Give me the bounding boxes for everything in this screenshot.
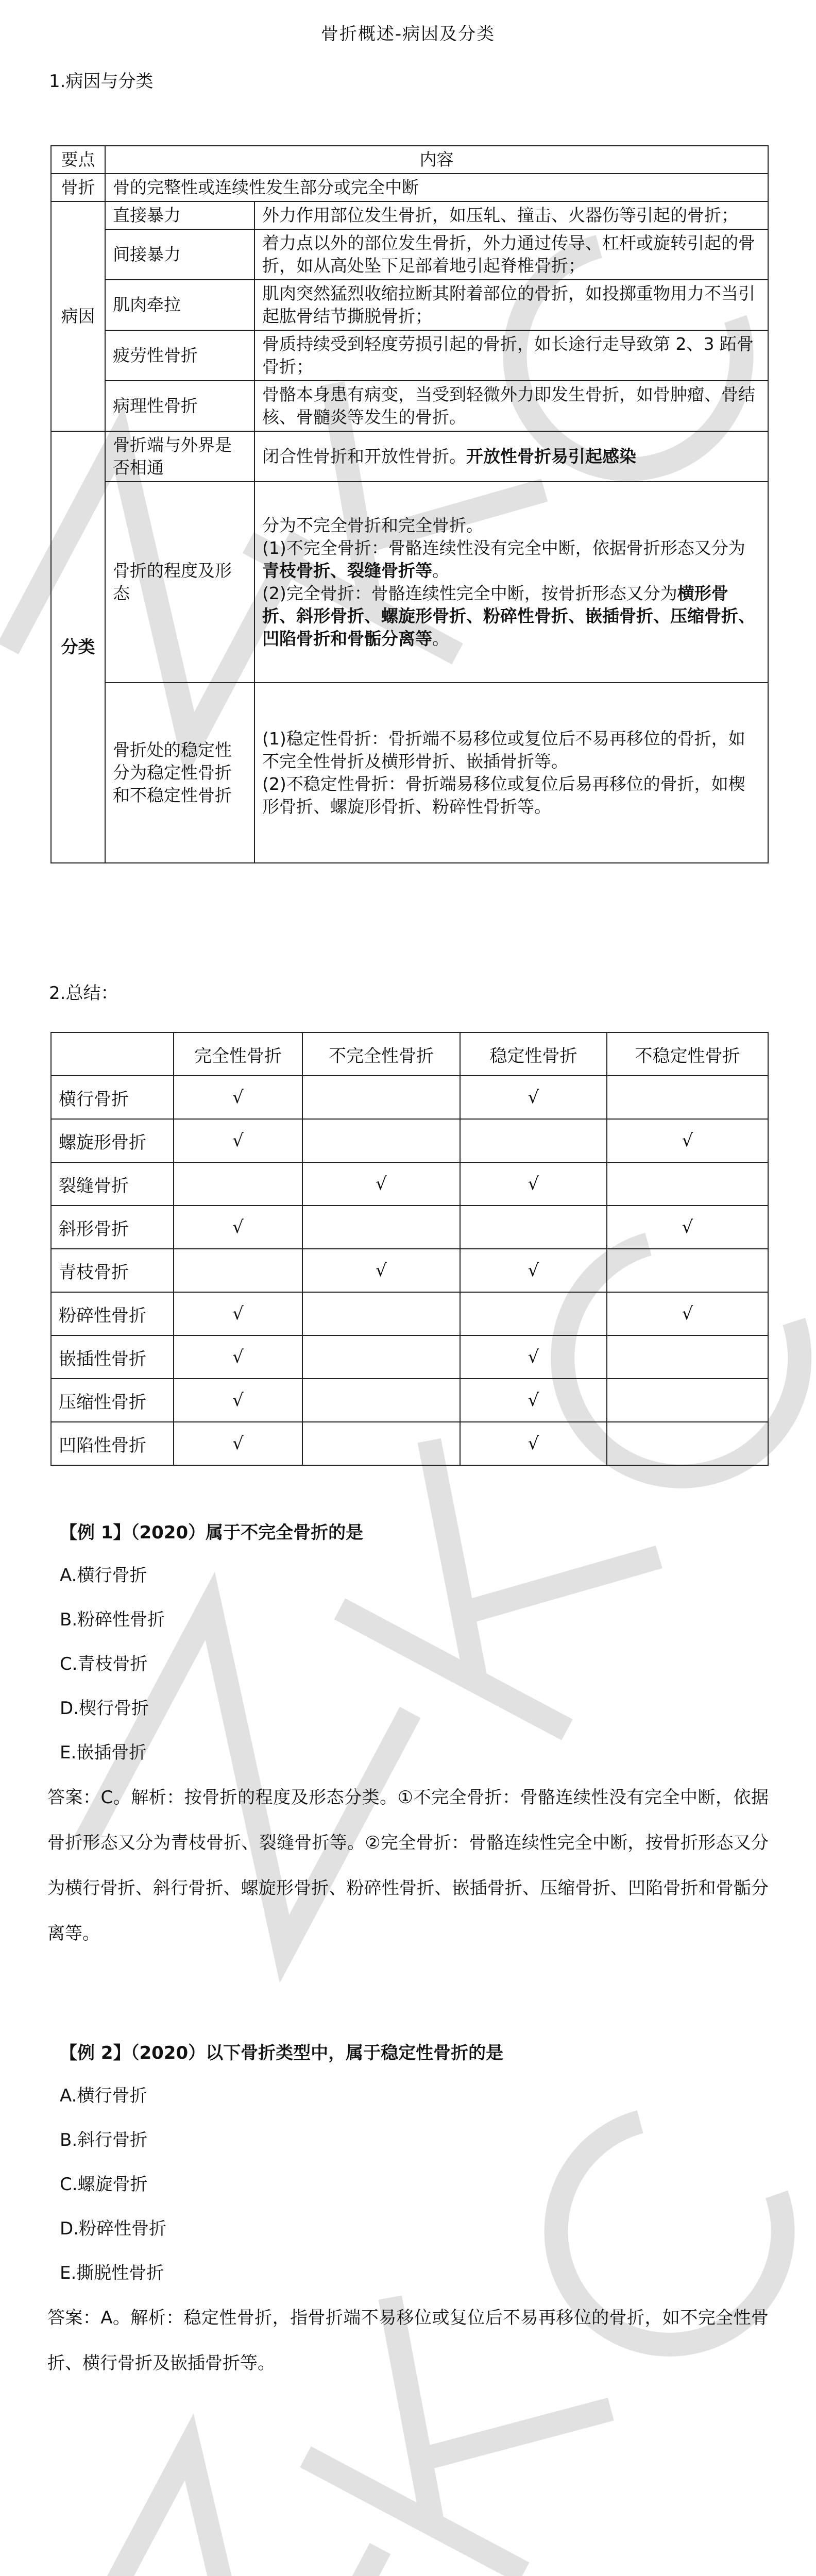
- check-mark: √: [607, 1119, 768, 1162]
- summary-table-body: [51, 1076, 768, 1465]
- fracture-type-name: 裂缝骨折: [51, 1162, 174, 1206]
- fracture-type-name: 斜形骨折: [51, 1206, 174, 1249]
- summary-row: [51, 1206, 768, 1249]
- summary-row: [51, 1162, 768, 1206]
- option-a: A.横行骨折: [60, 2086, 147, 2106]
- empty-cell: [607, 1076, 768, 1119]
- fracture-type-name: 粉碎性骨折: [51, 1292, 174, 1335]
- option-a: A.横行骨折: [60, 1565, 147, 1586]
- table-row: [51, 482, 768, 683]
- summary-corner-cell: [51, 1032, 174, 1076]
- check-mark: √: [460, 1422, 607, 1465]
- table-row: [51, 381, 768, 431]
- empty-cell: [302, 1206, 460, 1249]
- option-c: C.螺旋骨折: [60, 2174, 148, 2195]
- empty-cell: [174, 1249, 302, 1292]
- column-header: 不完全性骨折: [302, 1032, 460, 1076]
- cause-type: 间接暴力: [105, 229, 254, 280]
- table-row: [51, 683, 768, 863]
- fracture-type-name: 压缩性骨折: [51, 1379, 174, 1422]
- answer-explanation: 答案：A。解析：稳定性骨折，指骨折端不易移位或复位后不易再移位的骨折，如不完全性骨折、横行骨折及嵌插骨折等。: [47, 2308, 769, 2374]
- check-mark: √: [460, 1162, 607, 1206]
- table-row: [51, 330, 768, 381]
- answer-explanation: 答案：C。解析：按骨折的程度及形态分类。①不完全骨折：骨骼连续性没有完全中断，依据骨折形态又分为青枝骨折、裂缝骨折等。②完全骨折：骨骼连续性完全中断，按骨折形态又分为横行骨折、斜行骨折、螺旋形骨折、粉碎性骨折、嵌插骨折、压缩骨折、凹陷骨折和骨骺分离等。: [47, 1787, 769, 1944]
- check-mark: √: [460, 1249, 607, 1292]
- check-mark: √: [174, 1292, 302, 1335]
- class-type: 骨折的程度及形态: [105, 482, 254, 683]
- cause-type: 病理性骨折: [105, 381, 254, 431]
- cause-type: 肌肉牵拉: [105, 280, 254, 330]
- column-header: 稳定性骨折: [460, 1032, 607, 1076]
- summary-row: [51, 1119, 768, 1162]
- check-mark: √: [174, 1379, 302, 1422]
- emphasis-text: 横形骨折、斜形骨折、螺旋形骨折、粉碎性骨折、嵌插骨折、压缩骨折、凹陷骨折和骨骺分离等: [262, 583, 755, 649]
- empty-cell: [460, 1292, 607, 1335]
- section-heading-summary: 2.总结：: [49, 983, 118, 1004]
- table-row: [51, 229, 768, 280]
- cause-type: 疲劳性骨折: [105, 330, 254, 381]
- check-mark: √: [607, 1292, 768, 1335]
- watermark-letter-z: [73, 2447, 380, 2576]
- table-row: [51, 280, 768, 330]
- empty-cell: [302, 1379, 460, 1422]
- question-title: 【例 2】（2020）以下骨折类型中，属于稳定性骨折的是: [60, 2043, 504, 2063]
- check-mark: √: [174, 1335, 302, 1379]
- option-e: E.嵌插骨折: [60, 1742, 147, 1763]
- fracture-type-name: 凹陷性骨折: [51, 1422, 174, 1465]
- column-header: 完全性骨折: [174, 1032, 302, 1076]
- empty-cell: [460, 1119, 607, 1162]
- example-question-1: [47, 1512, 769, 1956]
- summary-table: [50, 1032, 769, 1466]
- empty-cell: [607, 1379, 768, 1422]
- class-type: 骨折端与外界是否相通: [105, 431, 254, 482]
- cause-classification-table: [50, 145, 769, 863]
- table-row: [51, 431, 768, 482]
- option-d: D.粉碎性骨折: [60, 2218, 166, 2239]
- fracture-type-name: 嵌插性骨折: [51, 1335, 174, 1379]
- empty-cell: [607, 1249, 768, 1292]
- check-mark: √: [174, 1076, 302, 1119]
- class-text: 分为不完全骨折和完全骨折。 (1)不完全骨折：骨骼连续性没有完全中断，依据骨折形态又分为青枝骨折、裂缝骨折等。 (2)完全骨折：骨骼连续性完全中断，按骨折形态又分为横形骨折、斜形骨折、螺旋形骨折、粉碎性骨折、嵌插骨折、压缩骨折、凹陷骨折和骨骺分离等。: [254, 482, 768, 683]
- cause-text: 肌肉突然猛烈收缩拉断其附着部位的骨折，如投掷重物用力不当引起肱骨结节撕脱骨折；: [254, 280, 768, 330]
- summary-row: [51, 1379, 768, 1422]
- empty-cell: [607, 1422, 768, 1465]
- summary-row: [51, 1076, 768, 1119]
- row-label-classification: 分类: [51, 431, 105, 863]
- table-header-row: [51, 146, 768, 174]
- empty-cell: [607, 1335, 768, 1379]
- question-title: 【例 1】（2020）属于不完全骨折的是: [60, 1522, 364, 1543]
- summary-header-row: [51, 1032, 768, 1076]
- cause-text: 外力作用部位发生骨折，如压轧、撞击、火器伤等引起的骨折；: [254, 201, 768, 229]
- check-mark: √: [302, 1162, 460, 1206]
- summary-row: [51, 1335, 768, 1379]
- check-mark: √: [607, 1206, 768, 1249]
- summary-row: [51, 1292, 768, 1335]
- option-c: C.青枝骨折: [60, 1654, 148, 1674]
- option-b: B.粉碎性骨折: [60, 1609, 165, 1630]
- row-label-cause: 病因: [51, 201, 105, 431]
- option-d: D.楔行骨折: [60, 1698, 149, 1719]
- header-cell-content: 内容: [105, 146, 768, 174]
- empty-cell: [302, 1119, 460, 1162]
- header-cell-point: 要点: [51, 146, 105, 174]
- cause-text: 着力点以外的部位发生骨折，外力通过传导、杠杆或旋转引起的骨折，如从高处坠下足部着地引起脊椎骨折；: [254, 229, 768, 280]
- empty-cell: [302, 1076, 460, 1119]
- emphasis-text: 青枝骨折、裂缝骨折等: [262, 561, 432, 581]
- row-label-fracture: 骨折: [51, 174, 105, 201]
- check-mark: √: [302, 1249, 460, 1292]
- class-text: (1)稳定性骨折：骨折端不易移位或复位后不易再移位的骨折，如不完全性骨折及横形骨折、嵌插骨折等。 (2)不稳定性骨折：骨折端易移位或复位后易再移位的骨折，如楔形骨折、螺旋形骨折、粉碎性骨折等。: [254, 683, 768, 863]
- example-question-2: [47, 2032, 769, 2386]
- fracture-type-name: 横行骨折: [51, 1076, 174, 1119]
- fracture-type-name: 螺旋形骨折: [51, 1119, 174, 1162]
- empty-cell: [607, 1162, 768, 1206]
- cause-text: 骨骼本身患有病变，当受到轻微外力即发生骨折，如骨肿瘤、骨结核、骨髓炎等发生的骨折。: [254, 381, 768, 431]
- option-b: B.斜行骨折: [60, 2130, 148, 2150]
- check-mark: √: [460, 1335, 607, 1379]
- column-header: 不稳定性骨折: [607, 1032, 768, 1076]
- empty-cell: [302, 1335, 460, 1379]
- check-mark: √: [460, 1076, 607, 1119]
- empty-cell: [302, 1292, 460, 1335]
- check-mark: √: [174, 1422, 302, 1465]
- cause-text: 骨质持续受到轻度劳损引起的骨折，如长途行走导致第 2、3 跖骨骨折；: [254, 330, 768, 381]
- summary-row: [51, 1249, 768, 1292]
- empty-cell: [460, 1206, 607, 1249]
- table-row: [51, 201, 768, 229]
- fracture-type-name: 青枝骨折: [51, 1249, 174, 1292]
- class-type: 骨折处的稳定性分为稳定性骨折和不稳定性骨折: [105, 683, 254, 863]
- emphasis-text: 开放性骨折易引起感染: [466, 446, 636, 466]
- table-row: [51, 174, 768, 201]
- fracture-definition: 骨的完整性或连续性发生部分或完全中断: [105, 174, 768, 201]
- page-title: 骨折概述-病因及分类: [320, 24, 496, 44]
- option-e: E.撕脱性骨折: [60, 2263, 164, 2283]
- class-text: 闭合性骨折和开放性骨折。开放性骨折易引起感染: [254, 431, 768, 482]
- check-mark: √: [460, 1379, 607, 1422]
- empty-cell: [302, 1422, 460, 1465]
- empty-cell: [174, 1162, 302, 1206]
- summary-row: [51, 1422, 768, 1465]
- check-mark: √: [174, 1119, 302, 1162]
- check-mark: √: [174, 1206, 302, 1249]
- cause-type: 直接暴力: [105, 201, 254, 229]
- section-heading-causes: 1.病因与分类: [49, 71, 154, 92]
